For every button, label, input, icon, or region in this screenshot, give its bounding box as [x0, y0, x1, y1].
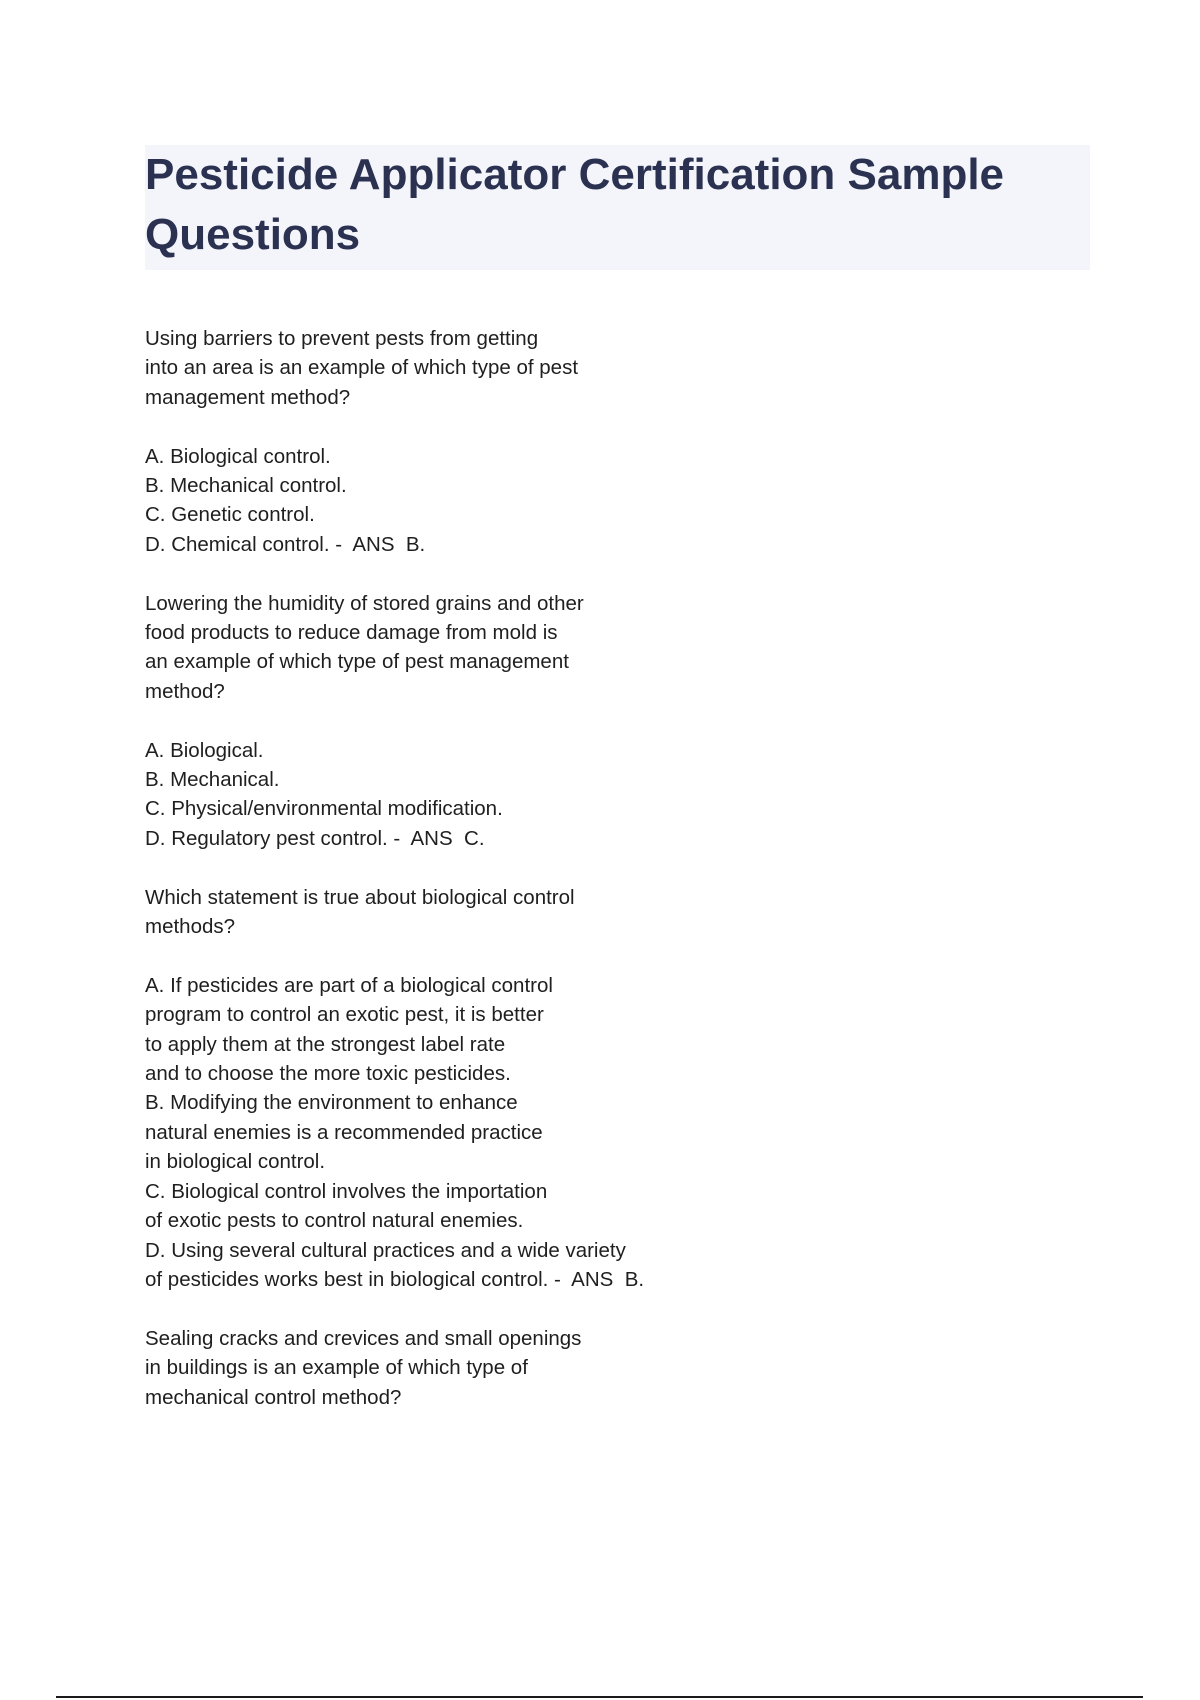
paragraph-gap [145, 559, 865, 588]
answer-option: B. Mechanical control. [145, 474, 347, 498]
answer-option: C. Physical/environmental modification. [145, 797, 503, 821]
question-text: Sealing cracks and crevices and small openings [145, 1326, 582, 1350]
question-text: Lowering the humidity of stored grains and other [145, 591, 584, 615]
answer-option: D. Regulatory pest control. - ANS C. [145, 826, 485, 850]
paragraph-gap [145, 412, 865, 441]
question-text: management method? [145, 385, 351, 409]
question-block [145, 1324, 865, 1412]
question-block [145, 324, 865, 559]
question-block [145, 883, 865, 1295]
answer-option: C. Genetic control. [145, 503, 315, 527]
page-title: Pesticide Applicator Certification Sample Questions [145, 150, 1005, 259]
question-text: food products to reduce damage from mold is [145, 621, 558, 645]
answer-option: B. Mechanical. [145, 768, 280, 792]
paragraph-gap [145, 1294, 865, 1323]
answer-option: of pesticides works best in biological control. - ANS B. [145, 1267, 645, 1291]
paragraph-gap [145, 853, 865, 882]
question-block [145, 589, 865, 854]
title-banner [145, 145, 1090, 270]
paragraph-gap [145, 941, 865, 970]
answer-option: A. Biological. [145, 738, 264, 762]
question-text: an example of which type of pest management [145, 650, 569, 674]
answer-option: program to control an exotic pest, it is better [145, 1003, 544, 1027]
answer-option: natural enemies is a recommended practice [145, 1120, 543, 1144]
answer-option: C. Biological control involves the importation [145, 1179, 548, 1203]
answer-option: A. If pesticides are part of a biological control [145, 973, 553, 997]
question-text: in buildings is an example of which type of [145, 1356, 528, 1380]
question-text: Using barriers to prevent pests from getting [145, 327, 539, 350]
question-text: methods? [145, 915, 236, 939]
answer-option: D. Using several cultural practices and a wide variety [145, 1238, 626, 1262]
answer-option: in biological control. [145, 1150, 326, 1174]
question-text: Which statement is true about biological control [145, 885, 575, 909]
questions-content [145, 324, 865, 1412]
question-text: method? [145, 679, 225, 703]
answer-option: B. Modifying the environment to enhance [145, 1091, 518, 1115]
footer-divider [56, 1696, 1143, 1698]
answer-option: and to choose the more toxic pesticides. [145, 1062, 511, 1086]
answer-option: of exotic pests to control natural enemies. [145, 1209, 524, 1233]
paragraph-gap [145, 706, 865, 735]
answer-option: to apply them at the strongest label rate [145, 1032, 506, 1056]
question-text: mechanical control method? [145, 1385, 402, 1409]
answer-option: D. Chemical control. - ANS B. [145, 532, 426, 556]
question-text: into an area is an example of which type of pest [145, 356, 579, 380]
answer-option: A. Biological control. [145, 444, 331, 468]
